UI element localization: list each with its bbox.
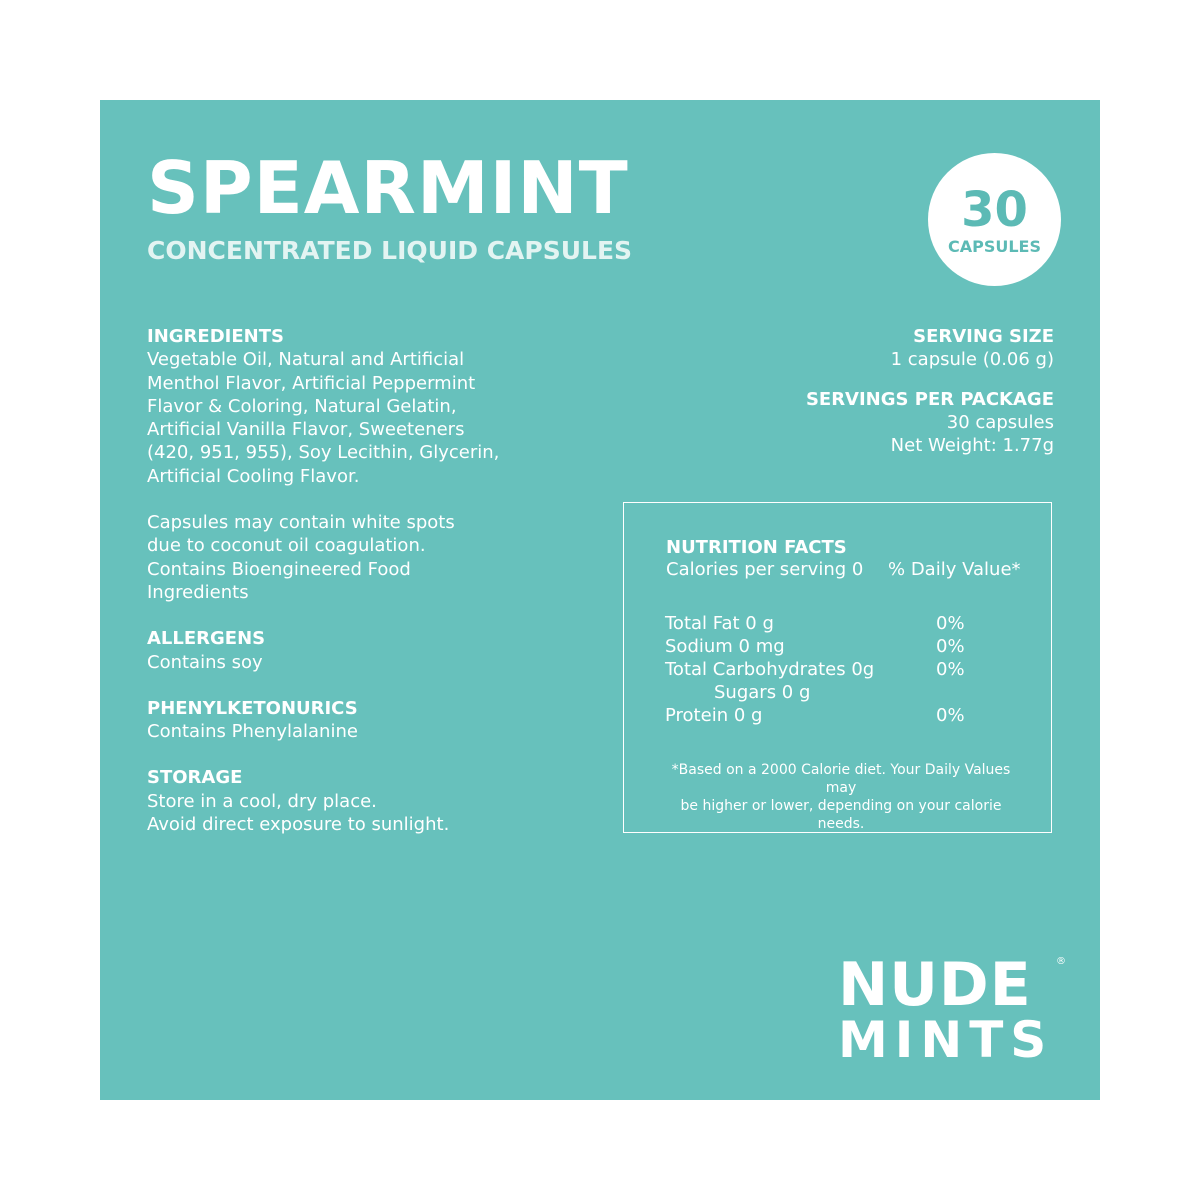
ingredients-line: Artificial Vanilla Flavor, Sweeteners	[147, 419, 465, 441]
storage-line: Avoid direct exposure to sunlight.	[147, 814, 450, 836]
nutrient-daily-value: 0%	[936, 659, 965, 680]
serving-size-heading: SERVING SIZE	[913, 326, 1054, 347]
registered-mark: ®	[1056, 956, 1066, 967]
storage-heading: STORAGE	[147, 767, 243, 789]
allergens-heading: ALLERGENS	[147, 628, 266, 650]
nutrient-name: Sugars 0 g	[714, 682, 811, 703]
nutrition-facts-heading: NUTRITION FACTS	[666, 537, 847, 558]
allergens-text: Contains soy	[147, 651, 263, 673]
ingredients-line: (420, 951, 955), Soy Lecithin, Glycerin,	[147, 442, 500, 464]
nutrient-daily-value: 0%	[936, 613, 965, 634]
nutrition-facts-box	[623, 502, 1052, 833]
serving-info-column	[724, 325, 1054, 457]
ingredients-heading: INGREDIENTS	[147, 326, 284, 347]
nutrient-name: Sodium 0 mg	[665, 636, 785, 657]
logo-line-1	[838, 950, 1068, 1020]
nutrient-name: Total Carbohydrates 0g	[665, 659, 875, 680]
nutrient-name: Protein 0 g	[665, 705, 763, 726]
servings-per-package-value: 30 capsules	[946, 411, 1054, 433]
calories-per-serving: Calories per serving 0	[666, 559, 864, 580]
logo-word-nude: NUDE	[838, 950, 1032, 1020]
ingredients-line: Flavor & Coloring, Natural Gelatin,	[147, 395, 457, 417]
nutrient-name: Total Fat 0 g	[665, 613, 774, 634]
notice-line: Capsules may contain white spots	[147, 512, 455, 534]
brand-logo	[838, 950, 1068, 1069]
storage-line: Store in a cool, dry place.	[147, 790, 377, 812]
footnote-line: be higher or lower, depending on your calorie needs.	[680, 798, 1002, 832]
phenylketonurics-heading: PHENYLKETONURICS	[147, 697, 358, 719]
net-weight: Net Weight: 1.77g	[890, 435, 1054, 457]
capsule-count-number: 30	[961, 182, 1028, 238]
logo-word-mints: MINTS	[838, 1011, 1054, 1069]
notice-line: Contains Bioengineered Food	[147, 558, 411, 580]
left-info-column	[147, 325, 507, 836]
footnote-line: *Based on a 2000 Calorie diet. Your Daily Values may	[671, 762, 1011, 796]
notice-line: Ingredients	[147, 581, 249, 603]
nutrient-daily-value: 0%	[936, 705, 965, 726]
ingredients-line: Artificial Cooling Flavor.	[147, 465, 360, 487]
servings-per-package-heading: SERVINGS PER PACKAGE	[805, 388, 1054, 410]
nutrient-daily-value: 0%	[936, 636, 965, 657]
product-label-panel	[100, 100, 1100, 1100]
product-subtitle: CONCENTRATED LIQUID CAPSULES	[147, 236, 633, 265]
daily-value-header: % Daily Value*	[888, 559, 1021, 580]
ingredients-line: Vegetable Oil, Natural and Artificial	[147, 349, 465, 371]
product-title: SPEARMINT	[147, 146, 629, 230]
capsule-count-label: CAPSULES	[947, 237, 1041, 256]
notice-line: due to coconut oil coagulation.	[147, 535, 426, 557]
ingredients-line: Menthol Flavor, Artificial Peppermint	[147, 372, 476, 394]
phenylketonurics-text: Contains Phenylalanine	[147, 721, 358, 743]
nutrition-footnote	[656, 761, 1026, 833]
serving-size-value: 1 capsule (0.06 g)	[890, 349, 1054, 371]
capsule-count-badge	[928, 153, 1061, 286]
